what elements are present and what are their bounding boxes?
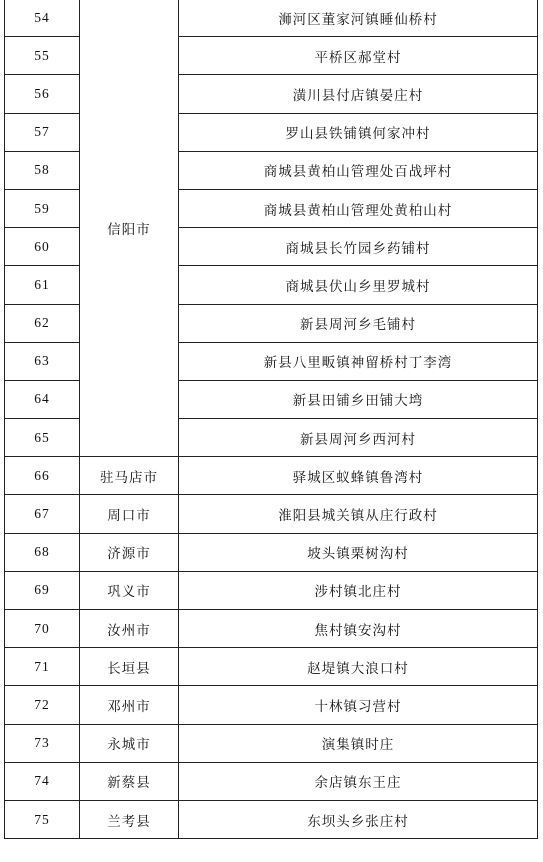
row-number: 73 [5,724,80,762]
village-name: 新县周河乡西河村 [179,419,538,457]
row-number: 54 [5,0,80,37]
row-number: 61 [5,266,80,304]
village-name: 演集镇时庄 [179,724,538,762]
village-name: 商城县伏山乡里罗城村 [179,266,538,304]
table-row [5,457,538,495]
city-name: 永城市 [80,724,179,762]
row-number: 71 [5,648,80,686]
village-name: 新县田铺乡田铺大塆 [179,380,538,418]
village-name: 新县八里畈镇神留桥村丁李湾 [179,342,538,380]
table-row [5,533,538,571]
row-number: 69 [5,571,80,609]
village-list-table [4,0,538,839]
row-number: 66 [5,457,80,495]
village-name: 东坝头乡张庄村 [179,800,538,838]
village-name: 平桥区郝堂村 [179,37,538,75]
city-name: 长垣县 [80,648,179,686]
village-name: 商城县黄柏山管理处百战坪村 [179,151,538,189]
village-name: 潢川县付店镇晏庄村 [179,75,538,113]
village-name: 淮阳县城关镇从庄行政村 [179,495,538,533]
table-row [5,762,538,800]
row-number: 68 [5,533,80,571]
village-name: 焦村镇安沟村 [179,610,538,648]
row-number: 64 [5,380,80,418]
row-number: 58 [5,151,80,189]
village-list-body [5,0,538,839]
village-name: 涉村镇北庄村 [179,571,538,609]
row-number: 74 [5,762,80,800]
city-name: 济源市 [80,533,179,571]
row-number: 55 [5,37,80,75]
row-number: 59 [5,189,80,227]
village-name: 余店镇东王庄 [179,762,538,800]
row-number: 56 [5,75,80,113]
village-name: 商城县长竹园乡药铺村 [179,228,538,266]
city-name: 汝州市 [80,610,179,648]
village-name: 驿城区蚁蜂镇鲁湾村 [179,457,538,495]
village-name: 新县周河乡毛铺村 [179,304,538,342]
row-number: 63 [5,342,80,380]
row-number: 70 [5,610,80,648]
city-name: 新蔡县 [80,762,179,800]
city-name: 驻马店市 [80,457,179,495]
city-name: 周口市 [80,495,179,533]
city-name: 兰考县 [80,800,179,838]
row-number: 75 [5,800,80,838]
city-name: 巩义市 [80,571,179,609]
city-cell-xinyang: 信阳市 [80,0,179,457]
row-number: 72 [5,686,80,724]
table-row [5,0,538,37]
table-row [5,648,538,686]
table-row [5,686,538,724]
table-row [5,495,538,533]
row-number: 67 [5,495,80,533]
table-row [5,571,538,609]
village-name: 赵堤镇大浪口村 [179,648,538,686]
city-name: 邓州市 [80,686,179,724]
row-number: 62 [5,304,80,342]
table-row [5,800,538,838]
village-name: 坡头镇栗树沟村 [179,533,538,571]
row-number: 60 [5,228,80,266]
village-name: 浉河区董家河镇睡仙桥村 [179,0,538,37]
village-name: 商城县黄柏山管理处黄柏山村 [179,189,538,227]
row-number: 57 [5,113,80,151]
village-name: 罗山县铁铺镇何家冲村 [179,113,538,151]
table-row [5,724,538,762]
table-row [5,610,538,648]
row-number: 65 [5,419,80,457]
village-name: 十林镇习营村 [179,686,538,724]
